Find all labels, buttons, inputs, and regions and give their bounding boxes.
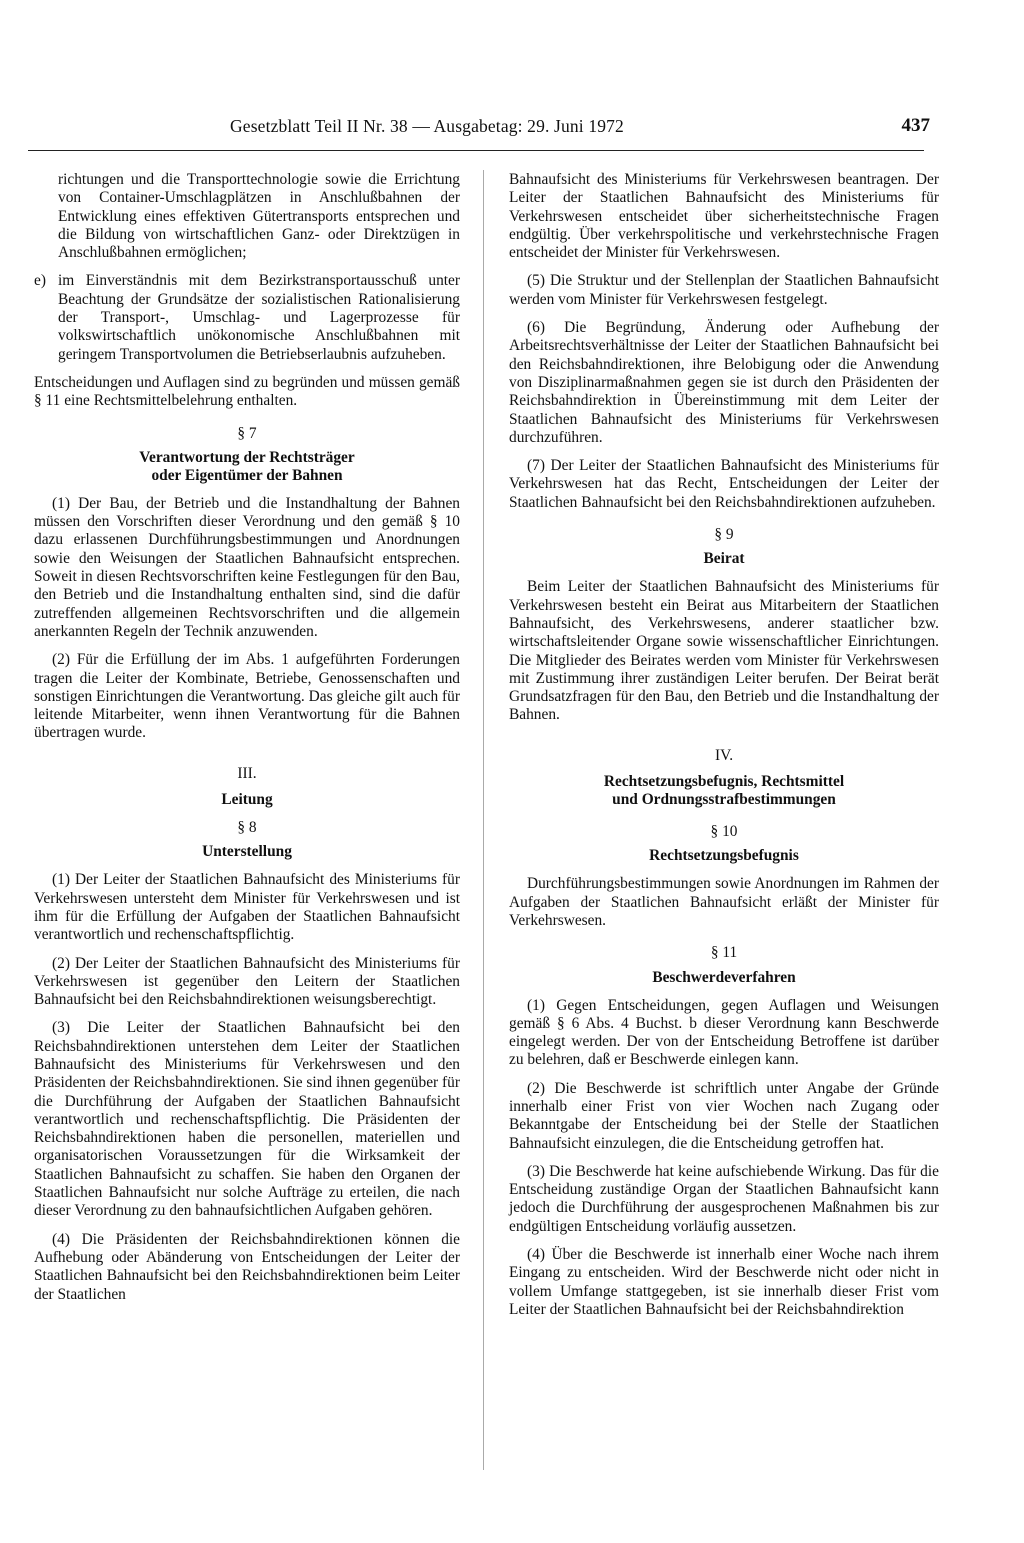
section-7-title <box>34 449 460 485</box>
section-8-paragraph-1: (1) Der Leiter der Staatlichen Bahnaufsicht des Ministeriums für Verkehrswesen untersteht dem Minister für Verkehrswesen und ist ihm für die Erfüllung der Aufgaben der Staatlichen Bahnaufsicht verantwortlich und rechenschaftspflichtig. <box>34 871 460 944</box>
list-item-marker: e) <box>34 272 46 290</box>
part-3-title: Leitung <box>221 791 273 809</box>
section-9-paragraph: Beim Leiter der Staatlichen Bahnaufsicht des Ministeriums für Verkehrswesen besteht ein Beirat aus Mitarbeitern der Staatlichen Bahnaufsicht, des Verkehrswesens, anderer staatlicher bzw. wirtschaftsleitender Organe sowie wissenschaftlicher Einrichtungen. Die Mitglieder des Beirates werden vom Minister für Verkehrswesen mit Zustimmung ihrer zuständigen Leiter berufen. Der Beirat berät Grundsatzfragen für den Bau, den Betrieb und die Instandhaltung der Bahnen. <box>509 578 939 724</box>
section-10-number: § 10 <box>710 823 738 841</box>
section-8-paragraph-5: (5) Die Struktur und der Stellenplan der Staatlichen Bahnaufsicht werden vom Minister für Verkehrswesen festgelegt. <box>509 272 939 308</box>
section-9-number: § 9 <box>714 526 734 544</box>
continuation-paragraph: richtungen und die Transporttechnologie sowie die Errichtung von Container-Umschlagplätzen in Anschlußbahnen der Entwicklung eines effektiven Gütertransports entsprechen und die Bildung von wirtschaftlichen Ganz- oder Direktzügen in Anschlußbahnen ermöglichen; <box>58 171 460 262</box>
part-4-title <box>509 773 939 809</box>
right-column <box>509 171 939 1329</box>
section-7-title-line-2: oder Eigentümer der Bahnen <box>151 466 343 484</box>
closing-paragraph: Entscheidungen und Auflagen sind zu begründen und müssen gemäß § 11 eine Rechtsmittelbelehrung enthalten. <box>34 373 460 410</box>
section-11-paragraph-2: (2) Die Beschwerde ist schriftlich unter Angabe der Gründe innerhalb einer Frist von vier Wochen nach Zugang oder Bekanntgabe der Entscheidung bei der Stelle der Staatlichen Bahnaufsicht einzulegen, die die Entscheidung getroffen hat. <box>509 1079 939 1152</box>
list-item-text: im Einverständnis mit dem Bezirkstransportausschuß unter Beachtung der Grundsätze der sozialistischen Rationalisierung der Transport-, Umschlag- und Lagerprozesse für volkswirtschaftlich unökonomische Anschlußbahnen mit geringem Transportvolumen die Betriebserlaubnis aufzuheben. <box>58 272 460 363</box>
part-4-title-line-1: Rechtsetzungsbefugnis, Rechtsmittel <box>603 773 845 791</box>
section-8-title: Unterstellung <box>202 843 292 861</box>
column-divider <box>483 170 484 1470</box>
page-number: 437 <box>901 115 930 136</box>
section-7-title-line-1: Verantwortung der Rechtsträger <box>139 448 355 466</box>
section-10-title: Rechtsetzungsbefugnis <box>649 847 799 865</box>
section-11-title: Beschwerdeverfahren <box>652 968 796 986</box>
section-8-paragraph-4: (4) Die Präsidenten der Reichsbahndirektionen können die Aufhebung oder Abänderung von Entscheidungen der Leiter der Staatlichen Bahnaufsicht bei den Reichsbahndirektionen beim Leiter der Staatlichen <box>34 1230 460 1303</box>
left-column <box>34 171 460 1314</box>
section-9-title: Beirat <box>703 550 745 568</box>
section-7-paragraph-2: (2) Für die Erfüllung der im Abs. 1 aufgeführten Forderungen tragen die Leiter der Kombinate, Betriebe, Genossenschaften und sonstigen Einrichtungen die Verantwortung. Das gleiche gilt auch für leitende Mitarbeiter, wenn ihnen Verantwortung für die Bahnen übertragen wurde. <box>34 651 460 742</box>
section-8-paragraph-6: (6) Die Begründung, Änderung oder Aufhebung der Arbeitsrechtsverhältnisse der Leiter der Staatlichen Bahnaufsicht bei den Reichsbahndirektionen, ihre Belobigung oder die Anwendung von Disziplinarmaßnahmen gegen sie ist durch den Präsidenten der Reichsbahndirektion in Übereinstimmung mit dem Leiter der Staatlichen Bahnaufsicht des Ministeriums für Verkehrswesen durchzuführen. <box>509 319 939 446</box>
section-11-paragraph-4: (4) Über die Beschwerde ist innerhalb einer Woche nach ihrem Eingang zu entscheiden. Wird der Beschwerde nicht oder nicht in vollem Umfange stattgegeben, ist sie innerhalb dieser Frist vom Leiter der Staatlichen Bahnaufsicht bei der Reichsbahndirektion <box>509 1246 939 1318</box>
section-8-paragraph-7: (7) Der Leiter der Staatlichen Bahnaufsicht des Ministeriums für Verkehrswesen hat das Recht, Entscheidungen der Leiter der Staatlichen Bahnaufsicht bei den Reichsbahndirektionen aufzuheben. <box>509 457 939 511</box>
section-7-paragraph-1: (1) Der Bau, der Betrieb und die Instandhaltung der Bahnen müssen den Vorschriften dieser Verordnung und den gemäß § 10 dazu erlassenen Durchführungsbestimmungen und Anordnungen sowie den Weisungen der Staatlichen Bahnaufsicht entsprechen. Soweit in diesen Rechtsvorschriften keine Festlegungen für den Bau, den Betrieb und die Instandhaltung enthalten sind, sind die dafür zutreffenden allgemeinen Rechtsvorschriften und die allgemein anerkannten Regeln der Technik anzuwenden. <box>34 494 460 640</box>
section-11-number: § 11 <box>710 944 738 962</box>
section-11-paragraph-3: (3) Die Beschwerde hat keine aufschiebende Wirkung. Das für die Entscheidung zuständige Organ der Staatlichen Bahnaufsicht kann jedoch die Durchführung der ausgesprochenen Maßnahmen bis zur endgültigen Entscheidung vorläufig aussetzen. <box>509 1162 939 1235</box>
list-item-e <box>34 272 460 363</box>
page-header <box>28 110 930 151</box>
part-4-title-line-2: und Ordnungsstrafbestimmungen <box>612 791 836 809</box>
part-4-number: IV. <box>714 746 734 764</box>
section-8-paragraph-3: (3) Die Leiter der Staatlichen Bahnaufsicht bei den Reichsbahndirektionen unterstehen dem Leiter der Staatlichen Bahnaufsicht des Ministeriums für Verkehrswesen und den Präsidenten der Reichsbahndirektionen. Sie sind ihnen gegenüber für die Durchführung der Aufgaben der Staatlichen Bahnaufsicht verantwortlich und rechenschaftspflichtig. Die Präsidenten der Reichsbahndirektionen haben die personellen, materiellen und organisatorischen Voraussetzungen für die Wirksamkeit der Staatlichen Bahnaufsicht zu schaffen. Sie haben den Organen der Staatlichen Bahnaufsicht nur solche Aufträge zu erteilen, die nach dieser Verordnung zu den bahnaufsichtlichen Aufgaben gehören. <box>34 1019 460 1220</box>
header-title: Gesetzblatt Teil II Nr. 38 — Ausgabetag: 29. Juni 1972 <box>230 116 624 136</box>
section-11-paragraph-1: (1) Gegen Entscheidungen, gegen Auflagen und Weisungen gemäß § 6 Abs. 4 Buchst. b dieser Verordnung kann Beschwerde eingelegt werden. Der von der Entscheidung Betroffene ist darüber zu belehren, daß er Beschwerde einlegen kann. <box>509 996 939 1069</box>
section-8-paragraph-2: (2) Der Leiter der Staatlichen Bahnaufsicht des Ministeriums für Verkehrswesen ist gegenüber den Leitern der Staatlichen Bahnaufsicht bei den Reichsbahndirektionen weisungsberechtigt. <box>34 954 460 1009</box>
part-3-number: III. <box>237 764 257 782</box>
section-8-number: § 8 <box>237 819 257 837</box>
continuation-paragraph: Bahnaufsicht des Ministeriums für Verkehrswesen beantragen. Der Leiter der Staatlichen Bahnaufsicht des Ministeriums für Verkehrswesen entscheidet über sicherheitstechnische Fragen endgültig. Über verkehrspolitische und verkehrstechnische Fragen entscheidet der Minister für Verkehrswesen. <box>509 171 939 262</box>
section-7-number: § 7 <box>237 424 257 442</box>
section-10-paragraph: Durchführungsbestimmungen sowie Anordnungen im Rahmen der Aufgaben der Staatlichen Bahnaufsicht erläßt der Minister für Verkehrswesen. <box>509 875 939 929</box>
